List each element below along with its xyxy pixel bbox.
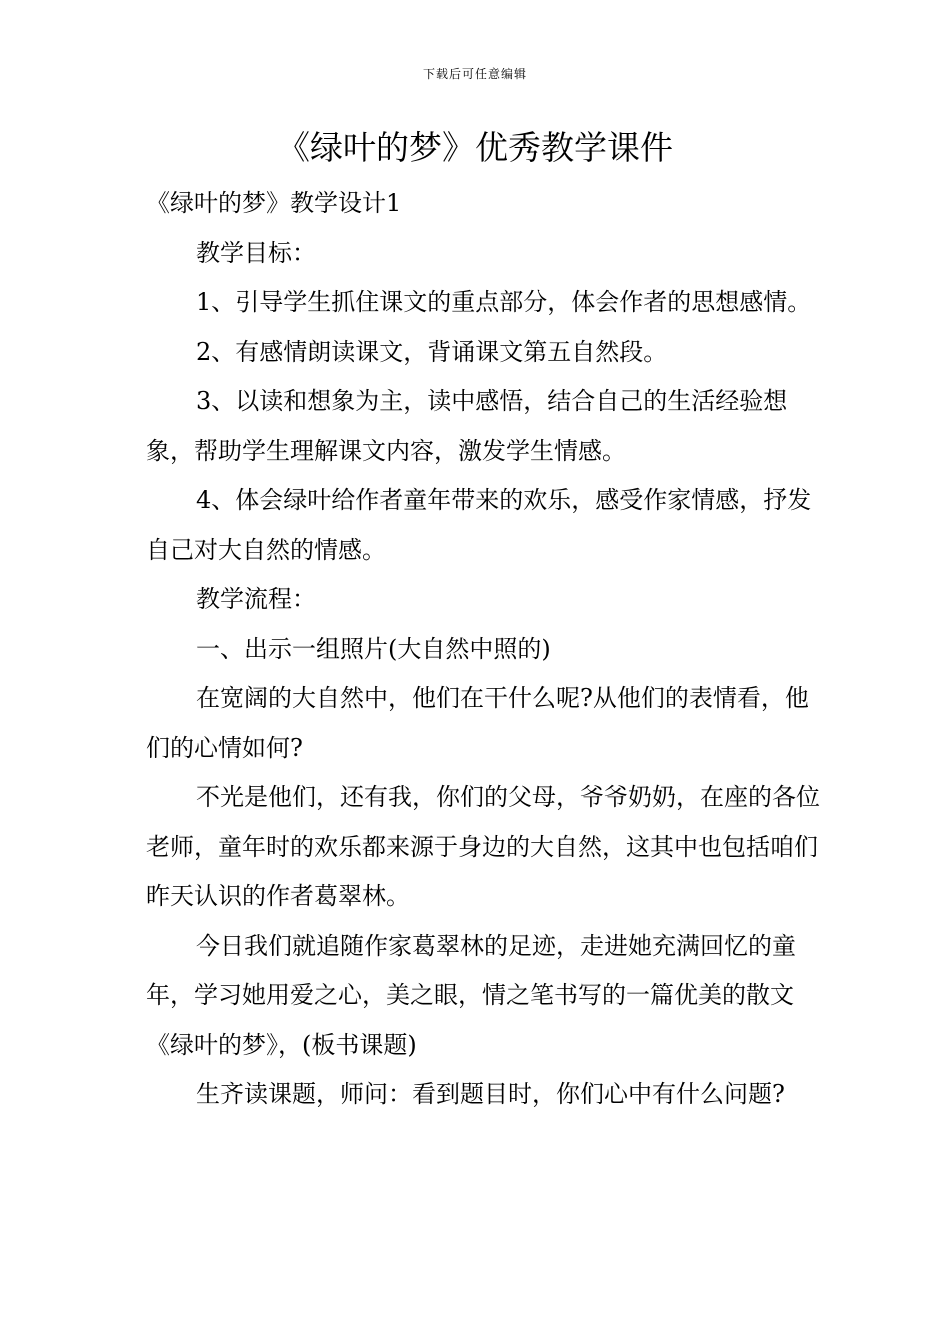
objective-item-4: 4、体会绿叶给作者童年带来的欢乐，感受作家情感，抒发自己对大自然的情感。: [146, 486, 812, 564]
objective-item-2: 2、有感情朗读课文，背诵课文第五自然段。: [196, 337, 668, 366]
section-heading-process: 教学流程：: [196, 585, 316, 613]
objective-item-1: 1、引导学生抓住课文的重点部分，体会作者的思想感情。: [196, 288, 812, 316]
body-paragraph: 生齐读课题，师问：看到题目时，你们心中有什么问题?: [196, 1080, 785, 1108]
body-paragraph: 今日我们就追随作家葛翠林的足迹，走进她充满回忆的童年，学习她用爱之心，美之眼，情之笔书写的一篇优美的散文《绿叶的梦》，(板书课题): [146, 931, 796, 1059]
document-body: [146, 179, 826, 1120]
section-heading-objectives: 教学目标：: [196, 238, 316, 267]
document-title: 《绿叶的梦》优秀教学课件: [277, 128, 673, 167]
body-paragraph: 不光是他们，还有我，你们的父母，爷爷奶奶，在座的各位老师，童年时的欢乐都来源于身边的大自然，这其中也包括咱们昨天认识的作者葛翠林。: [146, 783, 820, 910]
objective-item-3: 3、以读和想象为主，读中感悟，结合自己的生活经验想象，帮助学生理解课文内容，激发学生情感。: [146, 387, 788, 465]
body-paragraph: 在宽阔的大自然中，他们在干什么呢?从他们的表情看，他们的心情如何?: [146, 684, 809, 762]
process-step-1: 一、出示一组照片(大自然中照的): [196, 634, 551, 663]
header-note: 下载后可任意编辑: [422, 67, 527, 81]
subtitle-paragraph: 《绿叶的梦》教学设计1: [146, 189, 402, 217]
